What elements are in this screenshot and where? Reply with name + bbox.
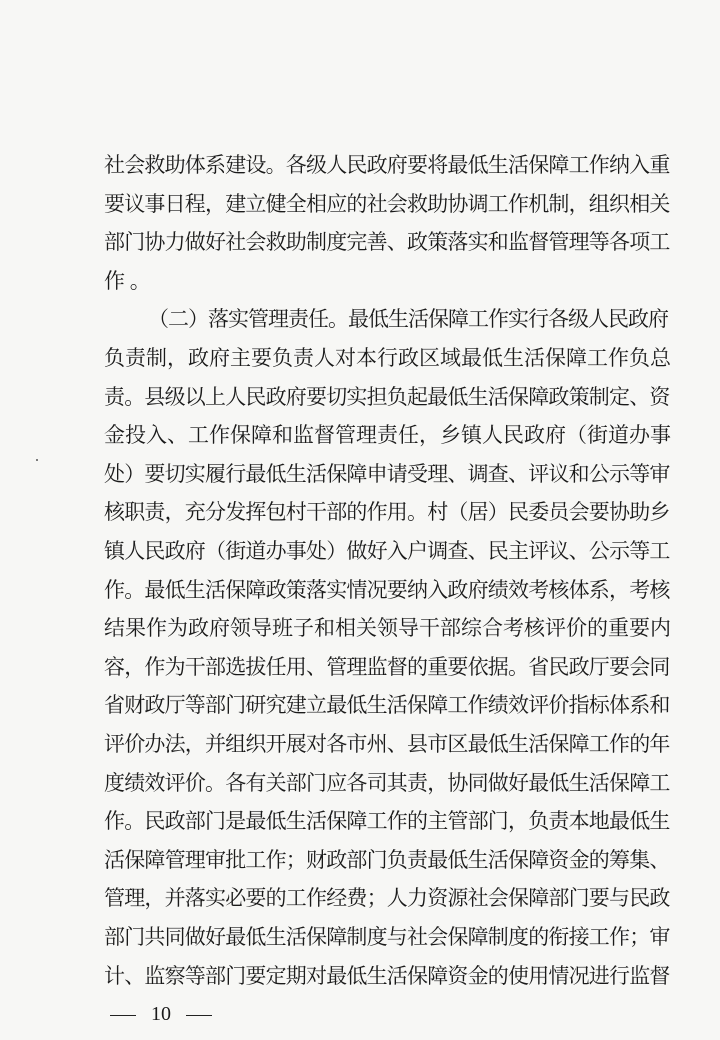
text-line: 结果作为政府领导班子和相关领导干部综合考核评价的重要内 <box>104 616 671 641</box>
footer-dash-left <box>110 1015 136 1016</box>
text-line: 评价办法，并组织开展对各市州、县市区最低生活保障工作的年 <box>104 732 670 756</box>
text-line: 度绩效评价。各有关部门应各司其责，协同做好最低生活保障工 <box>104 770 670 795</box>
text-line: 处）要切实履行最低生活保障申请受理、调查、评议和公示等审 <box>104 461 670 486</box>
text-line: 责。县级以上人民政府要切实担负起最低生活保障政策制定、资 <box>104 384 670 409</box>
page-number: 10 <box>151 1003 171 1025</box>
footer-dash-right <box>186 1015 212 1016</box>
text-line: 金投入、工作保障和监督管理责任，乡镇人民政府（街道办事 <box>104 423 671 448</box>
text-line: 部门协力做好社会救助制度完善、政策落实和监督管理等各项工 <box>104 230 670 255</box>
text-line: 作。 <box>104 268 156 293</box>
text-line: 作。最低生活保障政策落实情况要纳入政府绩效考核体系，考核 <box>104 577 670 602</box>
text-line: 容，作为干部选拔任用、管理监督的重要依据。省民政厅要会同 <box>104 654 670 679</box>
text-line: 作。民政部门是最低生活保障工作的主管部门，负责本地最低生 <box>104 809 670 834</box>
text-line: 镇人民政府（街道办事处）做好入户调查、民主评议、公示等工 <box>104 539 670 563</box>
text-line: 管理，并落实必要的工作经费；人力资源社会保障部门要与民政 <box>104 886 670 911</box>
text-line: 核职责，充分发挥包村干部的作用。村（居）民委员会要协助乡 <box>104 500 670 525</box>
text-line: 负责制，政府主要负责人对本行政区域最低生活保障工作负总 <box>104 346 671 370</box>
text-line: 省财政厅等部门研究建立最低生活保障工作绩效评价指标体系和 <box>104 693 670 718</box>
text-line: 计、监察等部门要定期对最低生活保障资金的使用情况进行监督 <box>104 963 670 988</box>
text-line: 部门共同做好最低生活保障制度与社会保障制度的衔接工作；审 <box>104 925 670 949</box>
text-line: （二）落实管理责任。最低生活保障工作实行各级人民政府 <box>148 307 668 332</box>
text-line: 社会救助体系建设。各级人民政府要将最低生活保障工作纳入重 <box>104 153 670 177</box>
text-line: 要议事日程，建立健全相应的社会救助协调工作机制，组织相关 <box>104 191 670 216</box>
page-footer <box>110 1001 212 1027</box>
scan-speck <box>36 459 38 461</box>
text-line: 活保障管理审批工作；财政部门负责最低生活保障资金的筹集、 <box>104 847 670 872</box>
